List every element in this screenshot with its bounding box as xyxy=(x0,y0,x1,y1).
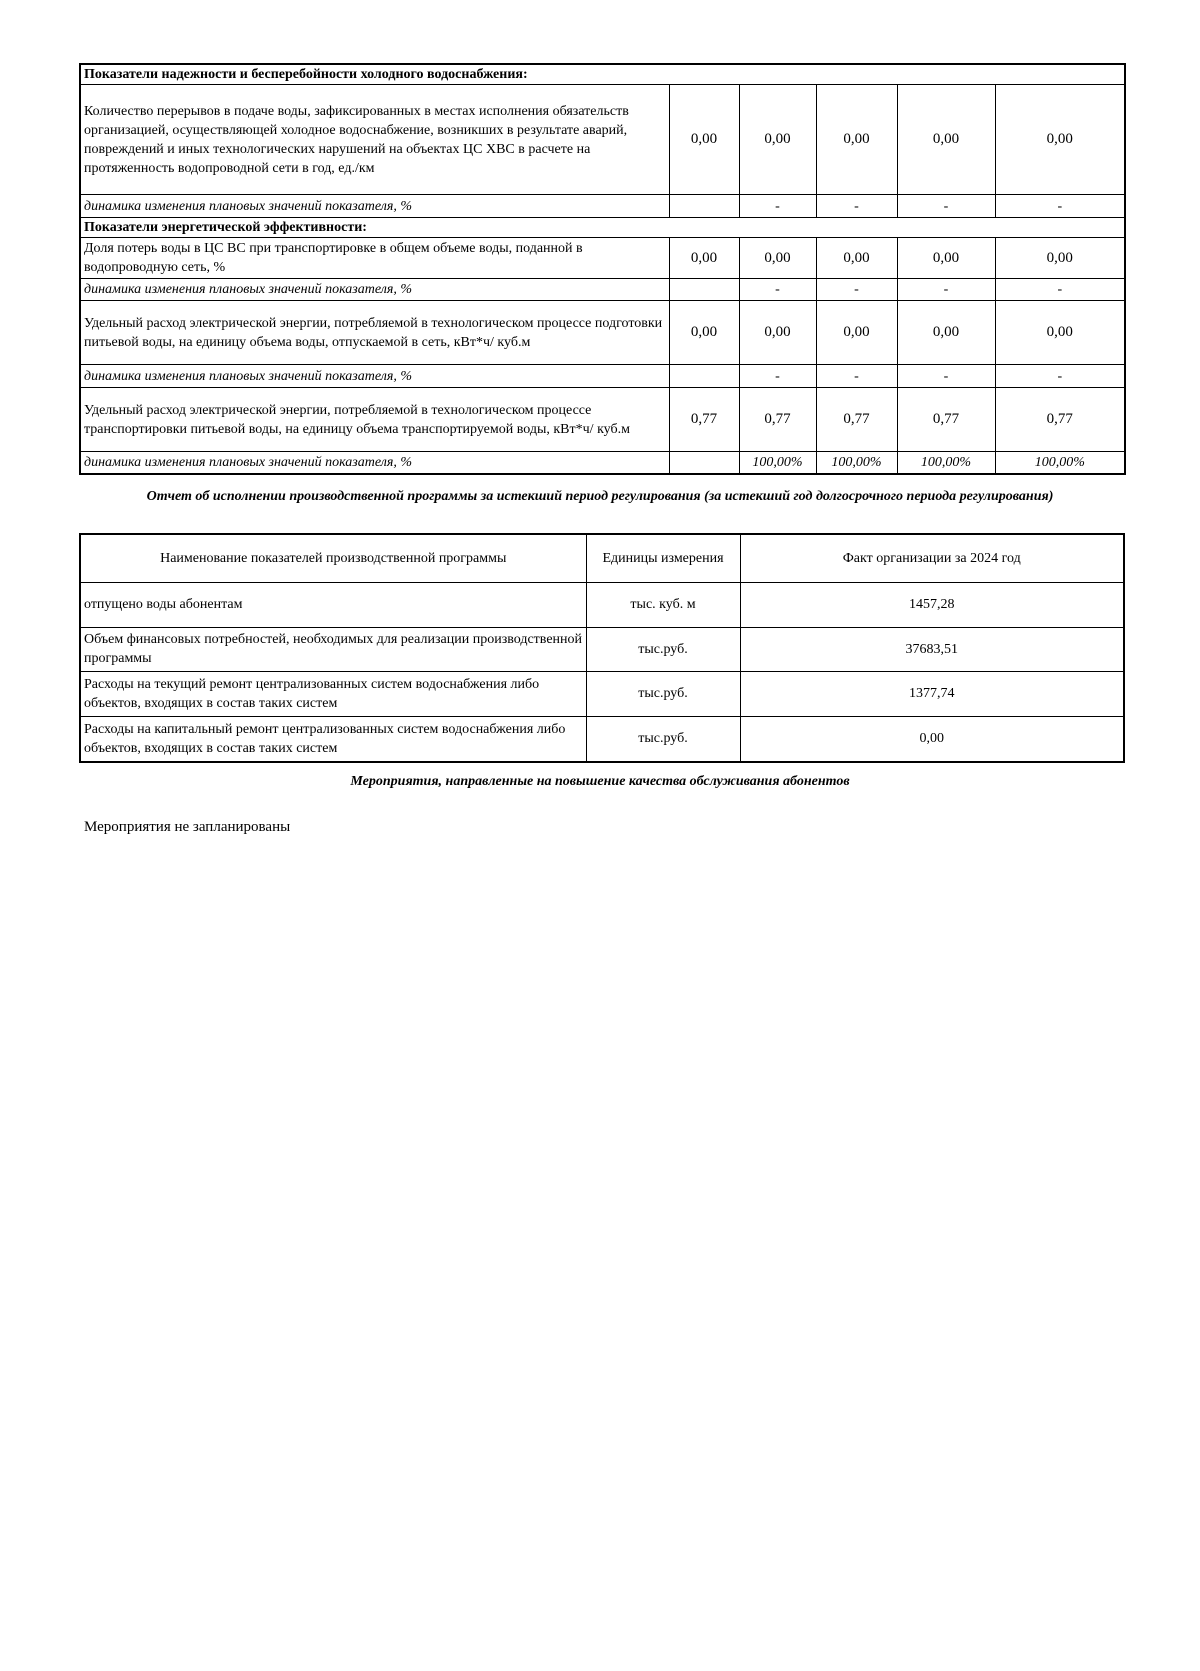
value-cell: - xyxy=(897,195,995,218)
value-cell: 37683,51 xyxy=(740,627,1124,671)
table-row xyxy=(80,582,1124,627)
table-row xyxy=(80,301,1125,365)
value-cell: - xyxy=(739,365,816,388)
value-cell: 0,00 xyxy=(816,301,897,365)
value-cell: - xyxy=(816,365,897,388)
indicator-label: Количество перерывов в подаче воды, зафиксированных в местах исполнения обязательств организацией, осуществляющей холодное водоснабжение, возникших в результате аварий, повреждений и иных технологических нарушений на объектах ЦС ХВС в расчете на протяженность водопроводной сети в год, ед./км xyxy=(80,85,669,195)
value-cell: 100,00% xyxy=(816,452,897,474)
value-cell: - xyxy=(995,365,1125,388)
table-row xyxy=(80,627,1124,671)
production-program-table xyxy=(79,533,1125,763)
table-row xyxy=(80,388,1125,452)
value-cell: - xyxy=(739,195,816,218)
value-cell: 0,00 xyxy=(897,301,995,365)
value-cell: 0,00 xyxy=(669,301,739,365)
value-cell: 1377,74 xyxy=(740,671,1124,716)
table-row xyxy=(80,238,1125,279)
indicators-table xyxy=(79,63,1126,475)
value-cell: 1457,28 xyxy=(740,582,1124,627)
dynamics-row xyxy=(80,195,1125,218)
dynamics-label: динамика изменения плановых значений показателя, % xyxy=(80,279,669,301)
report-caption: Отчет об исполнении производственной программы за истекший период регулирования (за истекший год долгосрочного периода регулирования) xyxy=(146,489,1054,504)
dynamics-label: динамика изменения плановых значений показателя, % xyxy=(80,365,669,388)
value-cell: 0,00 xyxy=(897,238,995,279)
value-cell: 0,00 xyxy=(995,85,1125,195)
value-cell: 0,00 xyxy=(897,85,995,195)
value-cell: 0,00 xyxy=(669,238,739,279)
value-cell: 0,00 xyxy=(739,301,816,365)
table-row xyxy=(80,85,1125,195)
value-cell xyxy=(669,452,739,474)
value-cell: - xyxy=(897,279,995,301)
value-cell: - xyxy=(897,365,995,388)
indicator-name: Объем финансовых потребностей, необходимых для реализации производственной программы xyxy=(80,627,586,671)
section-header-reliability xyxy=(80,64,1125,85)
section-title: Показатели надежности и бесперебойности холодного водоснабжения: xyxy=(80,64,1125,85)
value-cell: 0,00 xyxy=(739,238,816,279)
section-header-energy xyxy=(80,218,1125,238)
column-header: Единицы измерения xyxy=(586,534,740,582)
value-cell: - xyxy=(816,279,897,301)
column-header: Наименование показателей производственной программы xyxy=(80,534,586,582)
value-cell: 100,00% xyxy=(995,452,1125,474)
indicator-label: Доля потерь воды в ЦС ВС при транспортировке в общем объеме воды, поданной в водопроводную сеть, % xyxy=(80,238,669,279)
value-cell: 0,00 xyxy=(669,85,739,195)
dynamics-row xyxy=(80,279,1125,301)
dynamics-label: динамика изменения плановых значений показателя, % xyxy=(80,195,669,218)
value-cell: 0,77 xyxy=(739,388,816,452)
unit-cell: тыс. куб. м xyxy=(586,582,740,627)
table-row xyxy=(80,716,1124,762)
value-cell: 0,77 xyxy=(816,388,897,452)
value-cell: - xyxy=(739,279,816,301)
unit-cell: тыс.руб. xyxy=(586,716,740,762)
indicator-name: Расходы на капитальный ремонт централизованных систем водоснабжения либо объектов, входящих в состав таких систем xyxy=(80,716,586,762)
value-cell: - xyxy=(816,195,897,218)
measures-caption: Мероприятия, направленные на повышение качества обслуживания абонентов xyxy=(350,774,850,789)
value-cell: 100,00% xyxy=(739,452,816,474)
indicator-label: Удельный расход электрической энергии, потребляемой в технологическом процессе транспортировки питьевой воды, на единицу объема транспортируемой воды, кВт*ч/ куб.м xyxy=(80,388,669,452)
section-title: Показатели энергетической эффективности: xyxy=(80,218,1125,238)
value-cell: 0,77 xyxy=(669,388,739,452)
value-cell xyxy=(669,195,739,218)
dynamics-row xyxy=(80,452,1125,474)
table-row xyxy=(80,671,1124,716)
value-cell: - xyxy=(995,279,1125,301)
dynamics-label: динамика изменения плановых значений показателя, % xyxy=(80,452,669,474)
value-cell: 0,00 xyxy=(995,301,1125,365)
indicator-name: Расходы на текущий ремонт централизованных систем водоснабжения либо объектов, входящих в состав таких систем xyxy=(80,671,586,716)
value-cell: 0,00 xyxy=(739,85,816,195)
value-cell: 0,00 xyxy=(740,716,1124,762)
unit-cell: тыс.руб. xyxy=(586,671,740,716)
unit-cell: тыс.руб. xyxy=(586,627,740,671)
value-cell: 100,00% xyxy=(897,452,995,474)
value-cell: 0,77 xyxy=(897,388,995,452)
value-cell: 0,00 xyxy=(816,85,897,195)
indicator-label: Удельный расход электрической энергии, потребляемой в технологическом процессе подготовки питьевой воды, на единицу объема воды, отпускаемой в сеть, кВт*ч/ куб.м xyxy=(80,301,669,365)
value-cell xyxy=(669,279,739,301)
value-cell: 0,00 xyxy=(995,238,1125,279)
indicator-name: отпущено воды абонентам xyxy=(80,582,586,627)
value-cell xyxy=(669,365,739,388)
dynamics-row xyxy=(80,365,1125,388)
value-cell: - xyxy=(995,195,1125,218)
column-header: Факт организации за 2024 год xyxy=(740,534,1124,582)
measures-note: Мероприятия не запланированы xyxy=(84,819,291,835)
table-header-row xyxy=(80,534,1124,582)
value-cell: 0,77 xyxy=(995,388,1125,452)
value-cell: 0,00 xyxy=(816,238,897,279)
